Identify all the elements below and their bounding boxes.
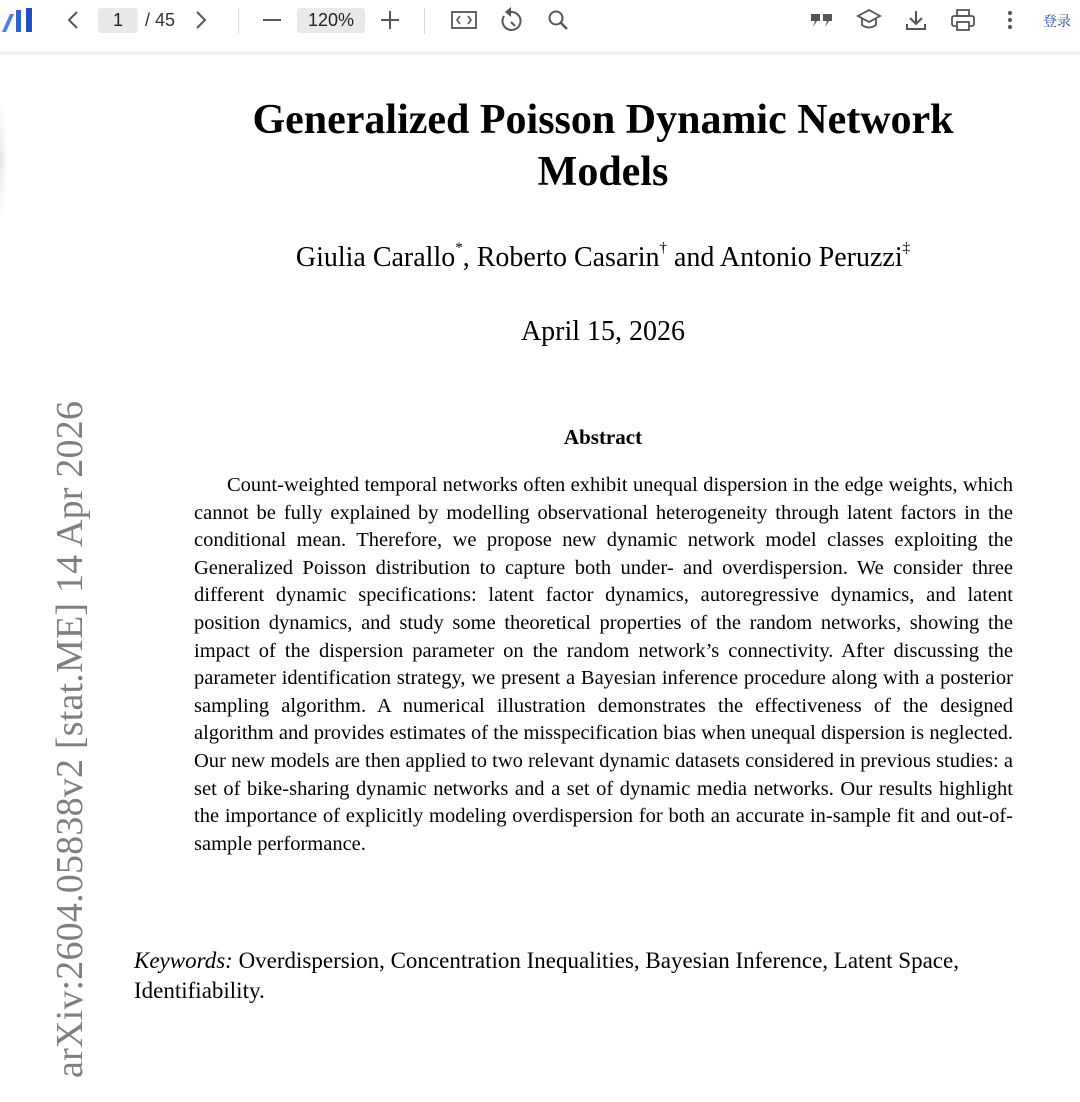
- arxiv-stamp: arXiv:2604.05838v2 [stat.ME] 14 Apr 2026: [49, 400, 91, 1078]
- paper-date: April 15, 2026: [520, 316, 686, 347]
- fit-page-icon[interactable]: [450, 8, 478, 32]
- author-name: Antonio Peruzzi: [719, 242, 903, 273]
- graduation-cap-icon[interactable]: [856, 6, 882, 34]
- author-separator: and: [667, 242, 720, 273]
- author-mark: ‡: [902, 240, 911, 256]
- next-page-button[interactable]: [188, 8, 212, 32]
- toolbar-divider: [424, 8, 425, 34]
- more-options-icon[interactable]: [998, 8, 1022, 32]
- keywords-text: Overdispersion, Concentration Inequalities, Bayesian Inference, Latent Space, Identifiability.: [134, 948, 959, 1003]
- quote-icon[interactable]: [808, 8, 836, 32]
- rotate-icon[interactable]: [498, 6, 524, 34]
- author-name: Giulia Carallo: [295, 242, 456, 273]
- author-list: [190, 242, 1016, 274]
- download-icon[interactable]: [904, 8, 928, 32]
- author-mark: †: [659, 240, 667, 256]
- zoom-in-button[interactable]: [378, 8, 402, 32]
- zoom-level-input[interactable]: 120%: [297, 8, 365, 33]
- keywords: [134, 946, 1080, 1006]
- author-name: Roberto Casarin: [476, 242, 660, 273]
- page-number-input[interactable]: 1: [98, 8, 138, 33]
- previous-page-button[interactable]: [62, 8, 86, 32]
- toolbar-divider: [238, 8, 239, 34]
- keywords-label: Keywords:: [134, 948, 233, 973]
- abstract-text: Count-weighted temporal networks often exhibit unequal dispersion in the edge weights, which cannot be fully explained by modelling observational heterogeneity through latent factors in the conditional mean. Therefore, we propose new dynamic network model classes exploiting the Generalized Poisson distribution to capture both under- and overdispersion. We consider three different dynamic specifications: latent factor dynamics, autoregressive dynamics, and latent position dynamics, and study some theoretical properties of the random networks, showing the impact of the dispersion parameter on the random network’s connectivity. After discussing the parameter identification strategy, we present a Bayesian inference procedure along with a posterior sampling algorithm. A numerical illustration demonstrates the effectiveness of the designed algorithm and provides estimates of the misspecification bias when unequal dispersion is neglected. Our new models are then applied to two relevant dynamic datasets considered in previous studies: a set of bike-sharing dynamic networks and a set of dynamic media networks. Our results highlight the importance of explicitly modeling overdispersion for both an accurate in-sample fit and out-of-sample performance.: [194, 474, 1013, 855]
- page-total: / 45: [145, 10, 176, 30]
- author-mark: *: [455, 240, 463, 256]
- toolbar-shadow: [0, 52, 1080, 56]
- abstract-heading: Abstract: [563, 425, 643, 449]
- login-link[interactable]: 登录: [1043, 13, 1071, 29]
- zoom-out-button[interactable]: [260, 8, 284, 32]
- pdf-toolbar: [0, 0, 1080, 42]
- print-icon[interactable]: [950, 8, 976, 32]
- paper-title: Generalized Poisson Dynamic Network Models: [252, 97, 954, 195]
- page-edge-shadow: [0, 100, 8, 220]
- search-icon[interactable]: [546, 8, 570, 32]
- app-logo-icon[interactable]: [2, 6, 36, 34]
- author-separator: ,: [462, 242, 477, 273]
